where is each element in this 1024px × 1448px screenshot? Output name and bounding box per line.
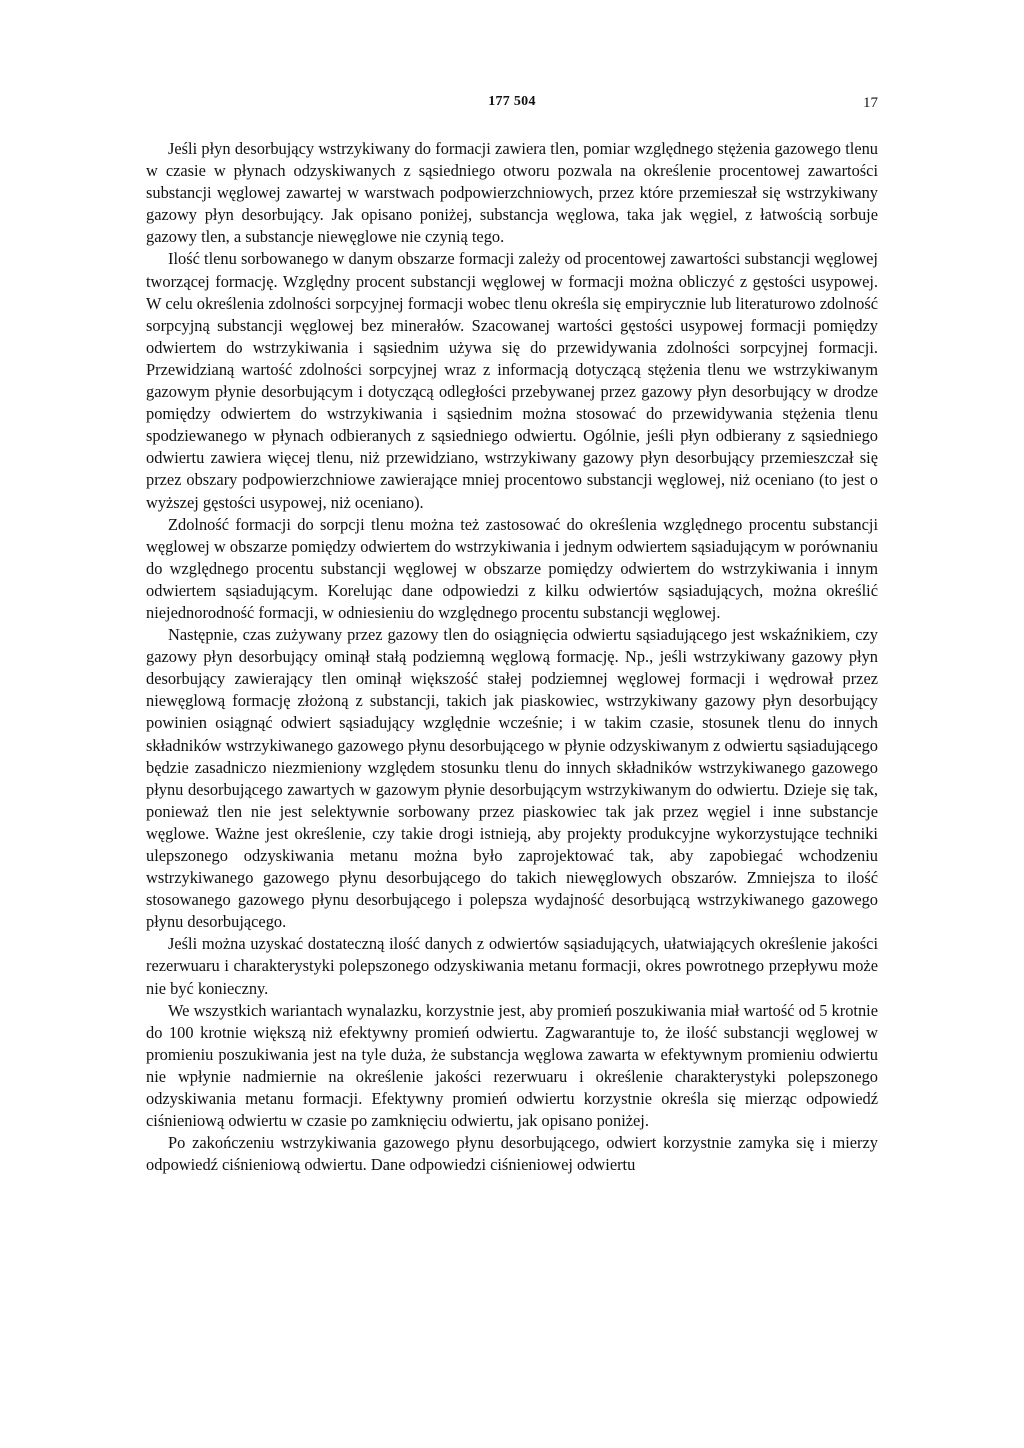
document-body [146, 138, 878, 1176]
paragraph: Ilość tlenu sorbowanego w danym obszarze formacji zależy od procentowej zawartości substancji węglowej tworzącej formację. Względny procent substancji węglowej w formacji można obliczyć z gęstości usypowej. W celu określenia zdolności sorpcyjnej formacji wobec tlenu określa się empirycznie lub literaturowo zdolność sorpcyjną substancji węglowej bez minerałów. Szacowanej wartości gęstości usypowej formacji pomiędzy odwiertem do wstrzykiwania i sąsiednim używa się do przewidywania zdolności sorpcyjnej formacji. Przewidzianą wartość zdolności sorpcyjnej wraz z informacją dotyczącą stężenia tlenu we wstrzykiwanym gazowym płynie desorbującym i dotyczącą odległości przebywanej przez gazowy płyn desorbujący w drodze pomiędzy odwiertem do wstrzykiwania i sąsiednim można stosować do przewidywania stężenia tlenu spodziewanego w płynach odbieranych z sąsiedniego odwiertu. Ogólnie, jeśli płyn odbierany z sąsiedniego odwiertu zawiera więcej tlenu, niż przewidziano, wstrzykiwany gazowy płyn desorbujący przemieszczał się przez obszary podpowierzchniowe zawierające mniej procentowo substancji węglowej, niż oceniano (to jest o wyższej gęstości usypowej, niż oceniano). [146, 249, 878, 512]
paragraph: Jeśli można uzyskać dostateczną ilość danych z odwiertów sąsiadujących, ułatwiających określenie jakości rezerwuaru i charakterystyki polepszonego odzyskiwania metanu formacji, okres powrotnego przepływu może nie być konieczny. [146, 934, 878, 998]
paragraph: Jeśli płyn desorbujący wstrzykiwany do formacji zawiera tlen, pomiar względnego stężenia gazowego tlenu w czasie w płynach odzyskiwanych z sąsiedniego otworu pozwala na określenie procentowej zawartości substancji węglowej zawartej w warstwach podpowierzchniowych, przez które przemieszał się wstrzykiwany gazowy płyn desorbujący. Jak opisano poniżej, substancja węglowa, taka jak węgiel, z łatwością sorbuje gazowy tlen, a substancje niewęglowe nie czynią tego. [146, 139, 878, 247]
paragraph: Po zakończeniu wstrzykiwania gazowego płynu desorbującego, odwiert korzystnie zamyka się i mierzy odpowiedź ciśnieniową odwiertu. Dane odpowiedzi ciśnieniowej odwiertu [146, 1133, 878, 1175]
paragraph: Zdolność formacji do sorpcji tlenu można też zastosować do określenia względnego procentu substancji węglowej w obszarze pomiędzy odwiertem do wstrzykiwania i jednym odwiertem sąsiadującym w porównaniu do względnego procentu substancji węglowej w obszarze pomiędzy odwiertem do wstrzykiwania i innym odwiertem sąsiadującym. Korelując dane odpowiedzi z kilku odwiertów sąsiadujących, można określić niejednorodność formacji, w odniesieniu do względnego procentu substancji węglowej. [146, 514, 878, 622]
page-header [146, 94, 878, 120]
paragraph: We wszystkich wariantach wynalazku, korzystnie jest, aby promień poszukiwania miał wartość od 5 krotnie do 100 krotnie większą niż efektywny promień odwiertu. Zagwarantuje to, że ilość substancji węglowej w promieniu poszukiwania jest na tyle duża, że substancja węglowa zawarta w efektywnym promieniu odwiertu nie wpłynie nadmiernie na określenie jakości rezerwuaru i określenie charakterystyki polepszonego odzyskiwania metanu formacji. Efektywny promień odwiertu korzystnie określa się mierząc odpowiedź ciśnieniową odwiertu w czasie po zamknięciu odwiertu, jak opisano poniżej. [146, 1000, 878, 1131]
paragraph: Następnie, czas zużywany przez gazowy tlen do osiągnięcia odwiertu sąsiadującego jest wskaźnikiem, czy gazowy płyn desorbujący ominął stałą podziemną węglową formację. Np., jeśli wstrzykiwany gazowy płyn desorbujący zawierający tlen ominął większość stałej podziemnej węglowej formacji i wędrował przez niewęglową formację złożoną z substancji, takich jak piaskowiec, wstrzykiwany gazowy płyn desorbujący powinien osiągnąć odwiert sąsiadujący względnie wcześnie; i w takim czasie, stosunek tlenu do innych składników wstrzykiwanego gazowego płynu desorbującego w płynie odzyskiwanym z odwiertu sąsiadującego będzie zasadniczo niezmieniony względem stosunku tlenu do innych składników wstrzykiwanego gazowego płynu desorbującego zawartych w gazowym płynie desorbującym wstrzykiwanym do odwiertu. Dzieje się tak, ponieważ tlen nie jest selektywnie sorbowany przez piaskowiec tak jak przez węgiel i inne substancje węglowe. Ważne jest określenie, czy takie drogi istnieją, aby projekty produkcyjne wykorzystujące techniki ulepszonego odzyskiwania metanu można było zaprojektować tak, aby zapobiegać wchodzeniu wstrzykiwanego gazowego płynu desorbującego do takich niewęglowych obszarów. Zmniejsza to ilość stosowanego gazowego płynu desorbującego i polepsza wydajność desorbującą wstrzykiwanego gazowego płynu desorbującego. [146, 625, 878, 932]
page-number: 17 [863, 95, 878, 111]
document-page [146, 94, 878, 1176]
patent-number: 177 504 [488, 94, 536, 109]
